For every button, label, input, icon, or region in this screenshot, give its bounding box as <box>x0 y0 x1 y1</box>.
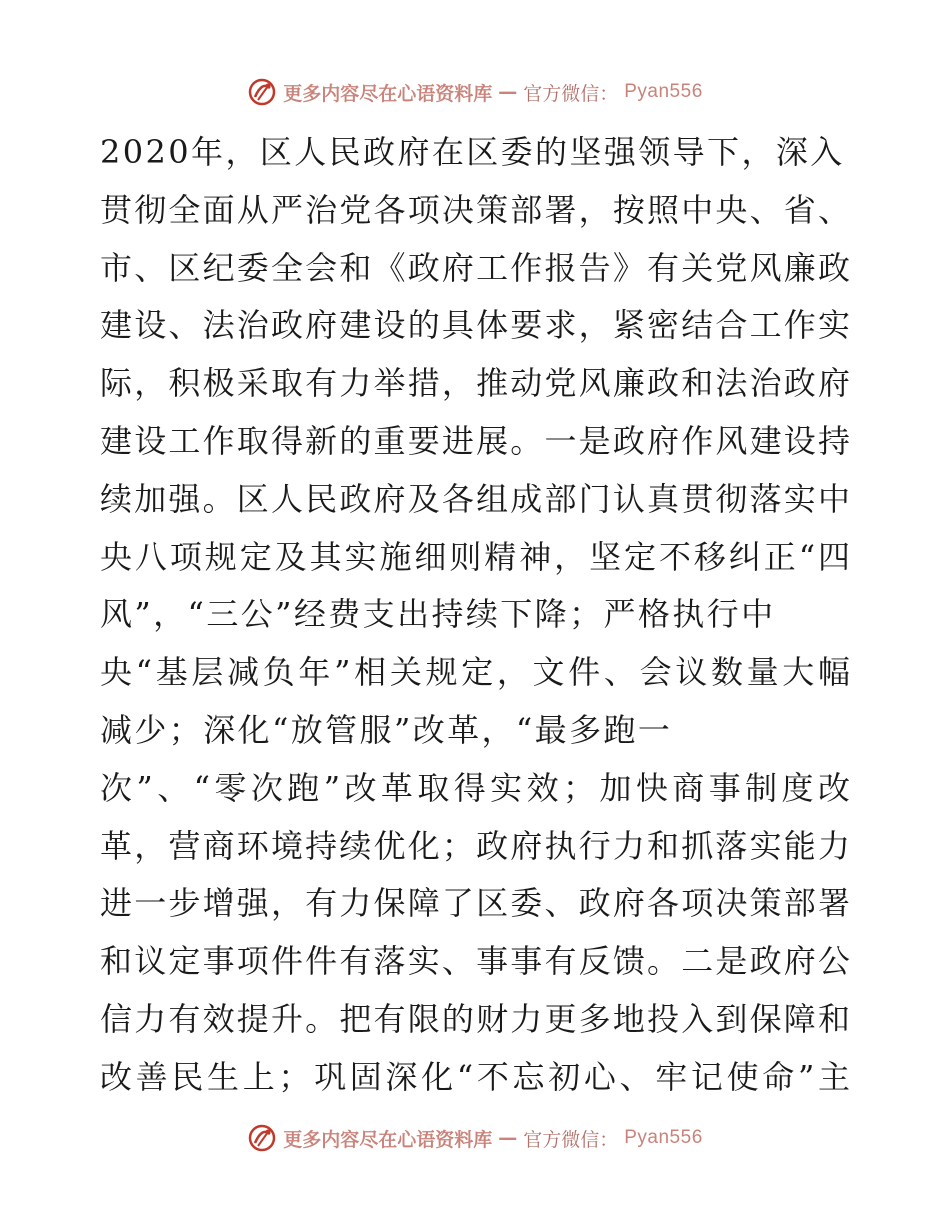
watermark-dash: — <box>498 81 518 103</box>
paragraph-line: 减少；深化“放管服”改革，“最多跑一 <box>100 710 673 749</box>
paragraph-line: 次”、“零次跑”改革取得实效；加快商事制度改 <box>100 768 850 807</box>
footer-watermark <box>0 1118 950 1158</box>
brand-logo-icon <box>247 1123 277 1153</box>
watermark-text: 更多内容尽在心语资料库 <box>283 1128 493 1151</box>
header-watermark <box>0 72 950 112</box>
watermark-wechat-id: Pyan556 <box>624 81 703 102</box>
paragraph-line: 2020年，区人民政府在区委的坚强领导下，深入 <box>100 133 845 171</box>
paragraph-line: 央“基层减负年”相关规定，文件、会议数量大幅 <box>100 653 850 692</box>
watermark-wechat-id: Pyan556 <box>624 1127 703 1148</box>
watermark-wechat-label: 官方微信： <box>523 1128 619 1151</box>
paragraph-line: 信力有效提升。把有限的财力更多地投入到保障和 <box>100 999 850 1038</box>
paragraph-line: 进一步增强，有力保障了区委、政府各项决策部署 <box>100 884 850 923</box>
paragraph-line: 革，营商环境持续优化；政府执行力和抓落实能力 <box>100 826 850 865</box>
paragraph-line: 续加强。区人民政府及各组成部门认真贯彻落实中 <box>100 479 850 518</box>
brand-logo-icon <box>247 77 277 107</box>
paragraph-line: 央八项规定及其实施细则精神，坚定不移纠正“四 <box>100 537 850 576</box>
paragraph-line: 建设、法治政府建设的具体要求，紧密结合工作实 <box>100 306 850 345</box>
watermark-text: 更多内容尽在心语资料库 <box>283 82 493 105</box>
paragraph-line: 贯彻全面从严治党各项决策部署，按照中央、省、 <box>100 190 850 229</box>
watermark-dash: — <box>498 1127 518 1149</box>
document-body <box>100 124 850 1107</box>
paragraph-line: 和议定事项件件有落实、事事有反馈。二是政府公 <box>100 942 850 981</box>
paragraph-line: 建设工作取得新的重要进展。一是政府作风建设持 <box>100 421 850 460</box>
paragraph-line: 改善民生上；巩固深化“不忘初心、牢记使命”主 <box>100 1057 850 1096</box>
paragraph-line: 际，积极采取有力举措，推动党风廉政和法治政府 <box>100 364 850 403</box>
paragraph-line: 风”，“三公”经费支出持续下降；严格执行中 <box>100 595 776 634</box>
paragraph-line: 市、区纪委全会和《政府工作报告》有关党风廉政 <box>100 248 850 287</box>
watermark-wechat-label: 官方微信： <box>523 82 619 105</box>
